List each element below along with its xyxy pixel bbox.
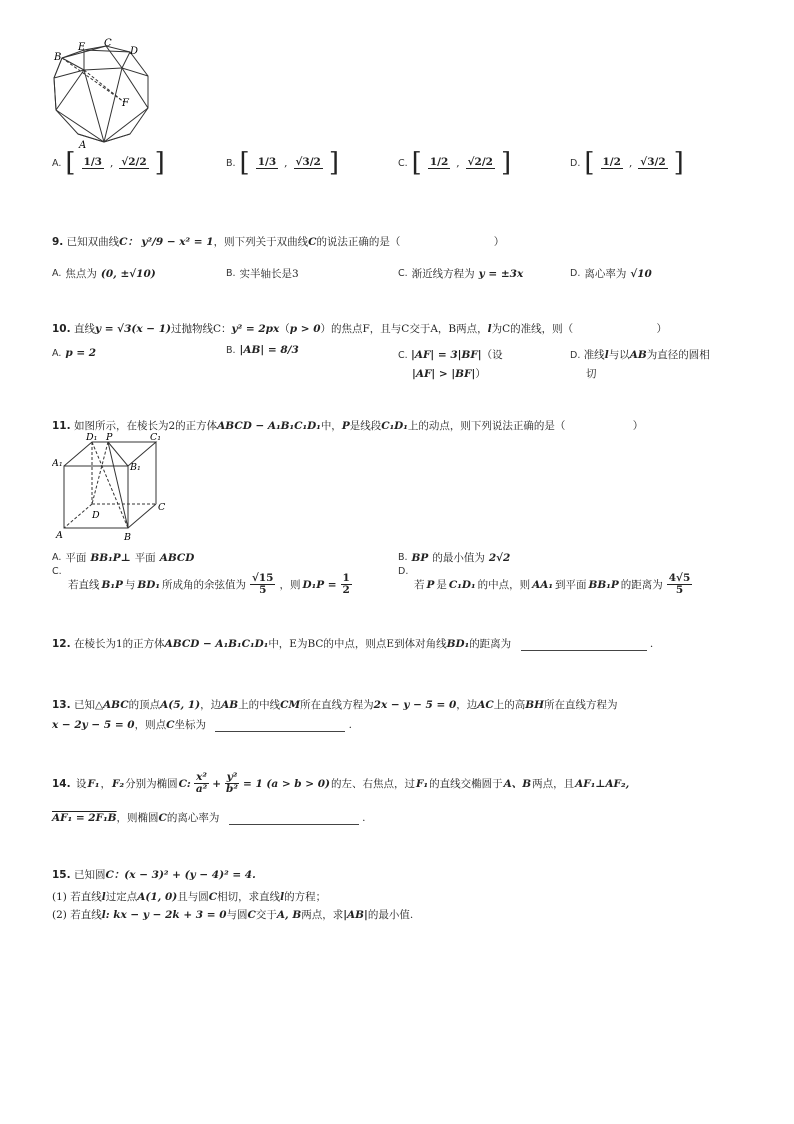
- q11-option-d-frac-num: 4√5: [668, 572, 691, 584]
- q11-label-a: A: [56, 530, 63, 541]
- q11-option-c-math: B₁P: [101, 578, 123, 591]
- q8-option-a-lo: 1/3: [83, 155, 102, 168]
- q10-parabola-equation: y² = 2px: [231, 323, 280, 335]
- q8-label-a: A: [79, 140, 87, 150]
- q8-option-c[interactable]: C. [ 1/2 , √2/2 ]: [398, 148, 512, 178]
- q12-cube-name: ABCD − A₁B₁C₁D₁: [164, 638, 269, 650]
- q13-triangle: ABC: [103, 699, 129, 711]
- q9-stem-text-a: 已知双曲线: [66, 236, 120, 248]
- q8-option-d[interactable]: D. [ 1/2 , √3/2 ]: [570, 148, 684, 178]
- q9-option-c-math: y = ±3x: [478, 267, 524, 280]
- q13-answer-blank[interactable]: [215, 719, 345, 732]
- q13-text-f: ，边: [456, 699, 478, 711]
- q10-stem: [52, 321, 667, 336]
- q12-end: .: [649, 638, 654, 650]
- q10-option-d-text1: 准线: [583, 349, 605, 361]
- q13-vertex-a: A(5, 1): [160, 699, 201, 711]
- q8-label-b: B: [54, 52, 62, 63]
- q11-option-a-label: A.: [52, 552, 62, 563]
- q11-option-d-math4: BB₁P: [588, 578, 619, 591]
- q15-part2-circle: C: [247, 909, 256, 921]
- q13-text-b: 的顶点: [128, 699, 161, 711]
- q14-f2: F₂: [112, 777, 125, 790]
- q10-p-condition: p > 0: [289, 323, 321, 335]
- q11-label-p: P: [106, 432, 113, 443]
- q11-option-b-text: 的最小值为: [432, 552, 485, 564]
- q11-option-d-text: 若: [414, 579, 425, 592]
- q11-option-d-label: D.: [398, 566, 409, 577]
- q11-option-b-label: B.: [398, 552, 408, 563]
- q13-text-c: ，边: [200, 699, 222, 711]
- q11-label-d1: D₁: [86, 432, 98, 443]
- q8-label-d: D: [130, 46, 139, 57]
- q14-text-b: ，: [100, 778, 112, 791]
- q15-part1: [52, 889, 326, 904]
- q11-option-d-math3: AA₁: [532, 578, 553, 591]
- q10-option-a[interactable]: [52, 347, 96, 359]
- q14-text-c: 分别为椭圆: [125, 778, 178, 791]
- q10-l: l: [487, 323, 492, 335]
- q8-option-a[interactable]: A. [ 1/3 , √2/2 ]: [52, 148, 165, 178]
- q15-part2-points: A, B: [276, 909, 302, 921]
- q10-option-d-text2: 与以: [608, 349, 630, 361]
- q11-option-a-math: BB₁P⊥: [90, 551, 131, 564]
- q11-option-c-text4: ，则: [279, 579, 301, 592]
- q15-part1-l2: l: [280, 891, 285, 903]
- q11-option-c-frac2-num: 1: [342, 572, 350, 584]
- q15-part1-point: A(1, 0): [137, 891, 178, 903]
- q11-text-d: 上的动点，则下列说法正确的是（: [407, 420, 566, 432]
- q15-part2-e: 的最小值.: [367, 909, 414, 921]
- q12-number: 12.: [52, 638, 71, 650]
- q10-option-c-math: |AF| = 3|BF|: [411, 349, 482, 361]
- q11-option-c-text: 若直线: [68, 579, 100, 592]
- q10-text-b: 过抛物线C：: [170, 323, 232, 335]
- q8-option-b[interactable]: B. [ 1/3 , √3/2 ]: [226, 148, 340, 178]
- q11-option-b-math: BP: [411, 551, 429, 564]
- q11-option-c-math3: D₁P =: [302, 578, 337, 591]
- q9-option-b-text: 实半轴长是3: [239, 268, 299, 280]
- q8-option-b-hi: √3/2: [295, 155, 321, 168]
- q9-stem: [52, 234, 504, 249]
- q13-ac: AC: [477, 699, 494, 711]
- q10-option-d-math: l: [604, 349, 609, 361]
- q8-option-a-hi: √2/2: [121, 155, 147, 168]
- q10-option-a-math: p = 2: [65, 347, 97, 359]
- q15-part2: [52, 907, 413, 922]
- q14-answer-blank[interactable]: [229, 812, 359, 825]
- q11-cube-figure: [52, 432, 172, 542]
- q14-stem: [52, 772, 629, 795]
- q9-option-d[interactable]: [570, 266, 652, 281]
- q13-stem-line2: [52, 717, 352, 732]
- q11-option-c-text2: 与: [124, 579, 136, 592]
- q10-option-d-text3: 为直径的圆相: [646, 349, 710, 361]
- q9-option-c-label: C.: [398, 268, 408, 279]
- q9-curve-name: C：: [119, 236, 138, 248]
- q10-line-equation: y = √3(x − 1): [94, 323, 171, 335]
- q11-label-c: C: [158, 502, 166, 513]
- q14-f1-b: F₁: [416, 777, 429, 790]
- q8-option-d-label: D.: [570, 157, 581, 169]
- q11-option-d-math: P: [426, 578, 435, 591]
- q13-text-a: 已知△: [73, 699, 104, 711]
- q11-option-c-text3: 所成角的余弦值为: [161, 579, 246, 592]
- q9-option-d-label: D.: [570, 268, 581, 279]
- q11-option-a-text2: 平面: [134, 552, 156, 564]
- q14-end: .: [362, 812, 366, 824]
- q11-number: 11.: [52, 420, 71, 432]
- q15-part2-c: 交于: [255, 909, 277, 921]
- q10-text-c: （: [279, 323, 290, 335]
- q13-stem: [52, 697, 618, 712]
- q9-stem-c: C: [308, 236, 317, 248]
- q14-line2-text-b: 的离心率为: [166, 812, 220, 824]
- q11-option-d-frac-den: 5: [675, 584, 684, 597]
- q15-part1-d: 相切，求直线: [217, 891, 281, 903]
- q8-option-c-hi: √2/2: [467, 155, 493, 168]
- q8-option-b-label: B.: [226, 157, 236, 169]
- q12-answer-blank[interactable]: [521, 638, 647, 651]
- q11-text-a: 如图所示，在棱长为2的正方体: [73, 420, 218, 432]
- q8-option-c-lo: 1/2: [429, 155, 449, 168]
- q14-text-a: 设: [75, 778, 87, 791]
- q14-text-f: 两点，且: [532, 778, 575, 791]
- q13-ab: AB: [221, 699, 239, 711]
- q13-bh: BH: [525, 699, 545, 711]
- q10-close-paren: ）: [656, 323, 668, 335]
- q12-text-b: 中，E为BC的中点，则点E到体对角线: [268, 638, 447, 650]
- q15-part2-ab: |AB|: [343, 909, 368, 921]
- q10-option-c-label: C.: [398, 350, 408, 361]
- q13-end: .: [348, 719, 352, 731]
- q14-line2-text-a: ，则椭圆: [116, 812, 159, 824]
- q15-number: 15.: [52, 869, 71, 881]
- q15-part1-a: (1) 若直线: [52, 891, 102, 903]
- q9-option-d-text: 离心率为: [584, 268, 627, 280]
- q11-option-d-text3: 的中点，则: [477, 579, 531, 592]
- q12-stem: [52, 636, 653, 651]
- q9-option-c-text: 渐近线方程为: [411, 268, 475, 280]
- q9-option-a[interactable]: [52, 266, 156, 281]
- q9-option-a-math: (0, ±√10): [100, 267, 156, 280]
- q14-frac1-num: x²: [196, 771, 207, 783]
- q15-part2-d: 两点，求: [301, 909, 344, 921]
- q10-option-b-label: B.: [226, 344, 236, 356]
- q13-text-d: 上的中线: [238, 699, 281, 711]
- q12-text-a: 在棱长为1的正方体: [73, 638, 165, 650]
- q9-option-a-label: A.: [52, 268, 62, 279]
- q13-bh-equation: x − 2y − 5 = 0: [52, 719, 135, 731]
- q12-text-c: 的距离为: [469, 638, 512, 650]
- q14-plus: +: [212, 777, 222, 790]
- q11-option-d-text4: 到平面: [554, 579, 587, 592]
- q14-text-e: 的直线交椭圆于: [429, 778, 503, 791]
- q10-text-a: 直线: [73, 323, 95, 335]
- q11-option-b-math2: 2√2: [488, 551, 511, 564]
- q9-option-d-math: √10: [630, 267, 652, 280]
- q14-perp: AF₁⊥AF₂,: [575, 777, 630, 790]
- q15-stem: [52, 867, 256, 882]
- q13-text-g: 上的高: [493, 699, 526, 711]
- q15-part1-circle: C: [208, 891, 218, 903]
- q15-part2-b: 与圆: [226, 909, 248, 921]
- q9-option-a-text: 焦点为: [65, 268, 97, 280]
- q11-label-b1: B₁: [130, 462, 141, 473]
- q10-option-c-assume: |AF| > |BF|: [412, 368, 476, 380]
- q11-label-d: D: [92, 510, 100, 521]
- q8-option-c-label: C.: [398, 157, 408, 169]
- q10-option-d-text4: 切: [586, 368, 597, 380]
- q11-option-c-frac2-den: 2: [342, 584, 350, 597]
- q13-line2-text-a: ，则点: [134, 719, 167, 731]
- q10-option-c-note2: ）: [475, 368, 486, 380]
- q9-number: 9.: [52, 236, 64, 248]
- q13-text-h: 所在直线方程为: [544, 699, 618, 711]
- q13-number: 13.: [52, 699, 71, 711]
- q11-segment: C₁D₁: [381, 420, 408, 432]
- q13-text-e: 所在直线方程为: [300, 699, 374, 711]
- q14-f1: F₁: [87, 777, 100, 790]
- q11-option-c-label: C.: [52, 566, 62, 577]
- q10-option-d[interactable]: [570, 346, 710, 383]
- q11-text-b: 中，: [320, 420, 342, 432]
- q11-option-a-text: 平面: [65, 552, 87, 564]
- q15-part1-l: l: [101, 891, 106, 903]
- q10-option-c-note: （设: [481, 349, 503, 361]
- q14-frac1-den: a²: [195, 783, 208, 796]
- q11-cube-name: ABCD − A₁B₁C₁D₁: [217, 420, 321, 432]
- q11-label-c1: C₁: [150, 432, 162, 443]
- q15-part1-c: 且与圆: [177, 891, 209, 903]
- q10-option-b[interactable]: [226, 344, 299, 356]
- q8-option-d-lo: 1/2: [602, 155, 621, 168]
- q11-option-b[interactable]: [398, 550, 510, 565]
- q9-hyperbola-equation: y²/9 − x² = 1: [141, 236, 214, 248]
- q11-stem: [52, 418, 643, 433]
- q10-text-e: 为C的准线，则（: [491, 323, 574, 335]
- q11-text-c: 是线段: [349, 420, 382, 432]
- q11-option-c-frac-num: √15: [251, 572, 274, 584]
- q9-option-b[interactable]: [226, 266, 299, 281]
- q15-part2-line: l: kx − y − 2k + 3 = 0: [101, 909, 227, 921]
- q11-option-d-math2: C₁D₁: [448, 578, 476, 591]
- q8-label-c: C: [104, 38, 112, 49]
- q14-ab: A、B: [503, 778, 532, 791]
- q11-close-paren: ）: [632, 420, 644, 432]
- q15-text-a: 已知圆: [73, 869, 106, 881]
- q13-cm-equation: 2x − y − 5 = 0: [373, 699, 457, 711]
- q11-label-a1: A₁: [52, 458, 63, 469]
- q10-number: 10.: [52, 323, 71, 335]
- q11-option-c[interactable]: [52, 566, 392, 596]
- q14-frac2-den: b²: [226, 783, 238, 796]
- q11-option-c-frac-den: 5: [259, 584, 267, 597]
- q14-frac2-num: y²: [226, 771, 238, 783]
- q10-option-d-label: D.: [570, 350, 581, 361]
- q14-number: 14.: [52, 777, 71, 790]
- q11-option-d-text5: 的距离为: [620, 579, 663, 592]
- q10-option-c[interactable]: [398, 346, 503, 383]
- q12-diagonal: BD₁: [446, 638, 470, 650]
- q10-text-d: ）的焦点F，且与C交于A，B两点，: [320, 323, 488, 335]
- q8-polyhedron-figure: [48, 38, 160, 150]
- q10-option-b-math: |AB| = 8/3: [239, 344, 299, 356]
- q11-option-a-math2: ABCD: [159, 551, 195, 564]
- q11-label-b: B: [124, 532, 131, 542]
- q8-option-b-lo: 1/3: [257, 155, 277, 168]
- q14-stem-line2: [52, 810, 365, 825]
- q9-stem-text-c: ，则下列关于双曲线: [213, 236, 309, 248]
- q9-close-paren: ）: [493, 236, 505, 248]
- q14-text-d: 的左、右焦点，过: [331, 778, 416, 791]
- q14-ellipse-rhs: = 1 (a > b > 0): [242, 777, 331, 790]
- q13-line2-text-b: 坐标为: [174, 719, 206, 731]
- q8-label-f: F: [122, 98, 129, 109]
- q9-option-b-label: B.: [226, 268, 236, 279]
- q15-part1-e: 的方程；: [284, 891, 327, 903]
- q13-point-c: C: [166, 719, 175, 731]
- q8-label-e: E: [78, 42, 86, 53]
- q10-option-a-label: A.: [52, 347, 62, 359]
- q11-option-d[interactable]: [398, 566, 738, 596]
- q10-option-d-math2: AB: [629, 349, 647, 361]
- q15-part2-a: (2) 若直线: [52, 909, 102, 921]
- q9-option-c[interactable]: [398, 266, 523, 281]
- q8-option-a-label: A.: [52, 157, 62, 169]
- q9-stem-text-e: 的说法正确的是（: [316, 236, 401, 248]
- q8-option-d-hi: √3/2: [640, 155, 666, 168]
- q11-option-a[interactable]: [52, 550, 194, 565]
- q11-option-c-math2: BD₁: [137, 578, 160, 591]
- q13-cm: CM: [280, 699, 301, 711]
- q15-part1-b: 过定点: [105, 891, 138, 903]
- q11-p: P: [341, 420, 350, 432]
- q14-ellipse-name: C:: [178, 777, 191, 790]
- q14-vector-equation: AF₁ = 2F₁B: [52, 812, 117, 824]
- q14-c: C: [158, 812, 167, 824]
- q11-option-d-text2: 是: [436, 579, 447, 592]
- q15-circle-equation: C：(x − 3)² + (y − 4)² = 4.: [105, 869, 256, 881]
